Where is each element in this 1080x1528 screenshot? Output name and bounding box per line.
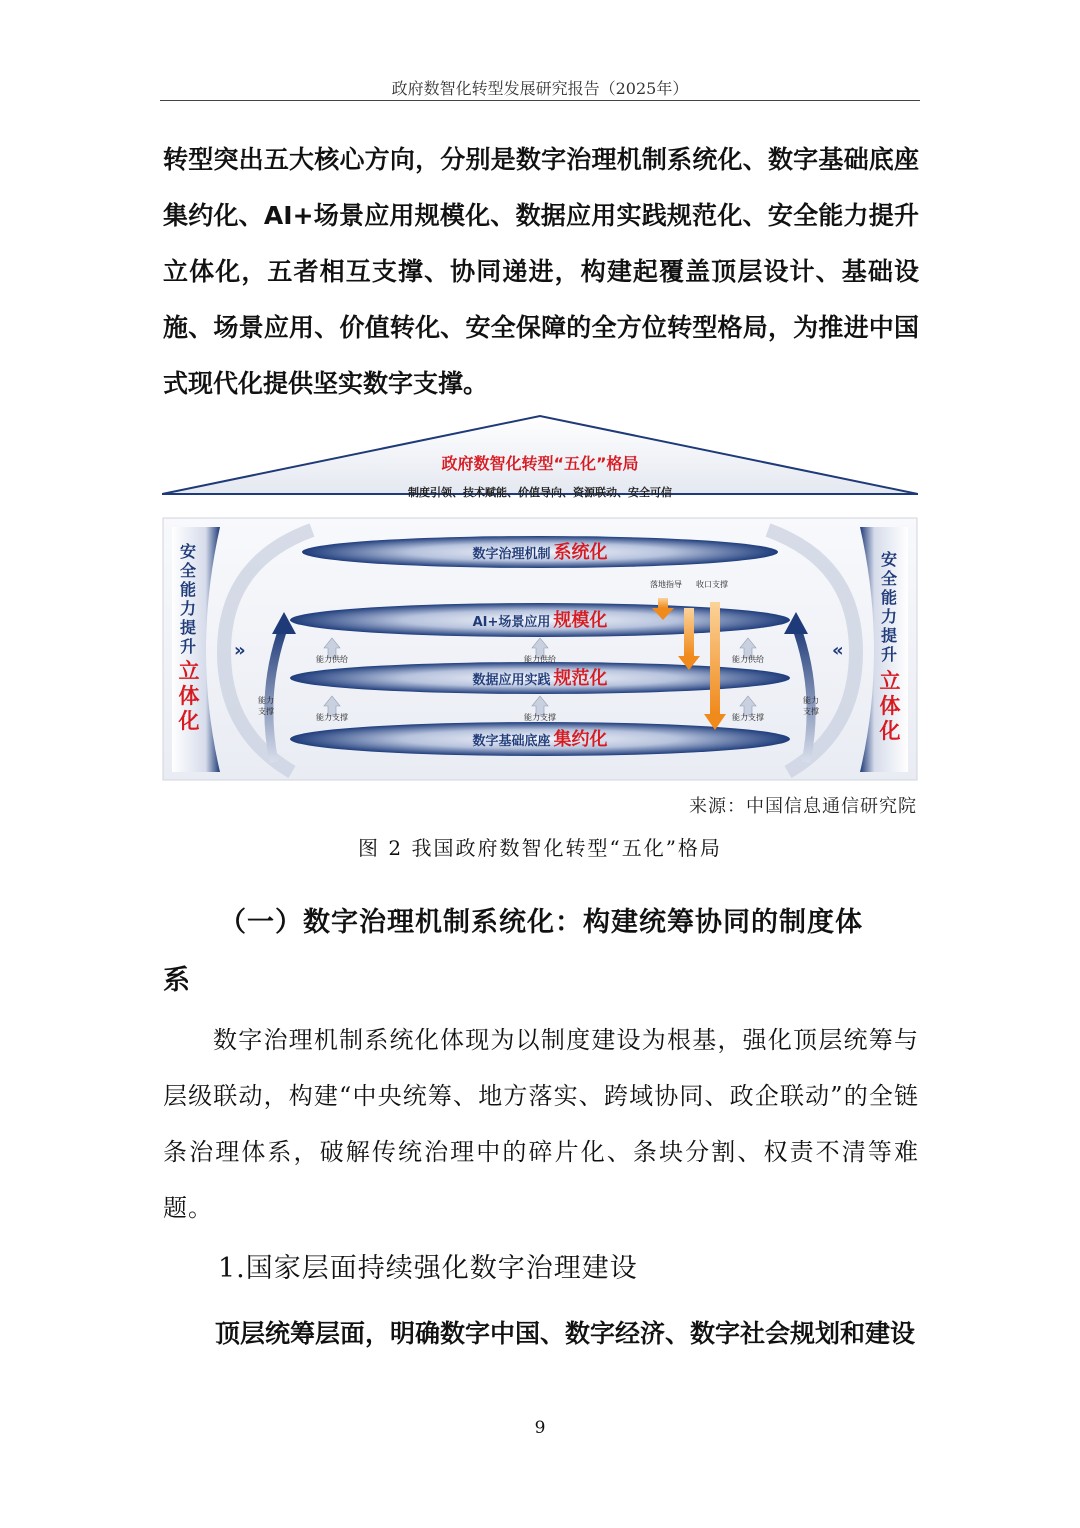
figure-caption: 图 2 我国政府数智化转型“五化”格局 xyxy=(358,836,722,860)
running-header: 政府数智化转型发展研究报告（2025年） xyxy=(391,79,689,98)
left-chevron-icon: » xyxy=(234,640,246,661)
header-rule xyxy=(160,100,920,101)
capability-supply-label: 能力供给 xyxy=(524,655,556,664)
left-emph-char: 立 xyxy=(178,659,200,683)
capability-supply-label: 能力供给 xyxy=(732,655,764,664)
right-side-support-label-2: 支撑 xyxy=(803,707,819,716)
right-char: 提 xyxy=(880,626,898,645)
right-emph-char: 体 xyxy=(879,694,901,718)
right-char: 安 xyxy=(880,550,898,569)
section-title-line1: （一）数字治理机制系统化：构建统筹协同的制度体 xyxy=(219,907,863,938)
page-number: 9 xyxy=(534,1418,546,1438)
capability-supply-label: 能力供给 xyxy=(316,655,348,664)
layer-3-prefix: 数据应用实践 xyxy=(472,673,551,688)
left-char: 提 xyxy=(179,618,197,637)
five-modernization-diagram xyxy=(162,412,918,782)
right-char: 力 xyxy=(880,607,898,626)
subsection-body: 顶层统筹层面，明确数字中国、数字经济、数字社会规划和建设 xyxy=(215,1319,916,1348)
subsection-title: 1.国家层面持续强化数字治理建设 xyxy=(218,1253,638,1284)
section-title-line2: 系 xyxy=(163,965,191,996)
layer-3-emph: 规范化 xyxy=(553,668,608,689)
right-chevron-icon: « xyxy=(832,640,844,661)
layer-1-emph: 系统化 xyxy=(553,542,608,563)
roof-subtitle: 制度引领、技术赋能、价值导向、资源联动、安全可信 xyxy=(408,486,672,499)
layer-2-emph: 规模化 xyxy=(553,610,608,631)
orange-arrow-3-shaft xyxy=(710,602,720,714)
right-side-support-label-1: 能力 xyxy=(803,696,819,705)
landing-guide-label: 落地指导 xyxy=(650,580,682,589)
left-char: 安 xyxy=(179,542,197,561)
intro-paragraph: 转型突出五大核心方向，分别是数字治理机制系统化、数字基础底座集约化、AI+场景应用规模化、数据应用实践规范化、安全能力提升立体化，五者相互支撑、协同递进，构建起覆盖顶层设计、基础设施、场景应用、价值转化、安全保障的全方位转型格局，为推进中国式现代化提供坚实数字支撑。 xyxy=(163,145,919,398)
layer-4-prefix: 数字基础底座 xyxy=(472,734,551,749)
figure-source: 来源：中国信息通信研究院 xyxy=(689,796,917,817)
section-title xyxy=(163,894,919,1010)
closing-support-label: 收口支撑 xyxy=(696,580,728,589)
left-side-support-label-2: 支撑 xyxy=(258,707,274,716)
left-emph-char: 体 xyxy=(178,684,200,708)
left-char: 升 xyxy=(179,637,197,656)
left-char: 全 xyxy=(179,561,197,580)
orange-arrow-2-shaft xyxy=(684,608,694,656)
left-char: 力 xyxy=(179,599,197,618)
left-char: 能 xyxy=(179,580,197,599)
right-char: 能 xyxy=(880,588,898,607)
right-emph-char: 立 xyxy=(879,669,901,693)
right-char: 全 xyxy=(880,569,898,588)
section-body: 数字治理机制系统化体现为以制度建设为根基，强化顶层统筹与层级联动，构建“中央统筹、地方落实、跨域协同、政企联动”的全链条治理体系，破解传统治理中的碎片化、条块分割、权责不清等难题。 xyxy=(163,1026,919,1222)
layer-4-emph: 集约化 xyxy=(553,729,608,750)
left-side-support-label-1: 能力 xyxy=(258,696,274,705)
layer-1-prefix: 数字治理机制 xyxy=(472,547,551,562)
right-char: 升 xyxy=(880,645,898,664)
capability-support-label: 能力支撑 xyxy=(316,713,348,722)
layer-2-prefix: AI+场景应用 xyxy=(472,615,551,630)
right-emph-char: 化 xyxy=(879,719,901,743)
orange-arrow-1-shaft xyxy=(658,598,668,608)
left-emph-char: 化 xyxy=(178,709,200,733)
capability-support-label: 能力支撑 xyxy=(732,713,764,722)
roof-title: 政府数智化转型“五化”格局 xyxy=(441,454,639,473)
capability-support-label: 能力支撑 xyxy=(524,713,556,722)
